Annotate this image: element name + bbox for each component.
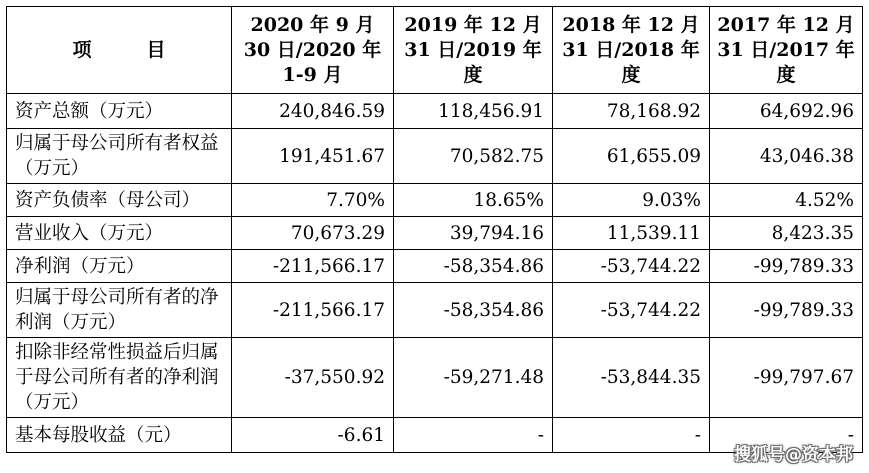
value-cell: -59,271.48 (394, 338, 553, 418)
row-label: 归属于母公司所有者权益（万元） (7, 129, 232, 184)
value-cell: 11,539.11 (553, 217, 710, 250)
value-cell: -99,789.33 (710, 283, 863, 338)
table-row (7, 283, 863, 338)
value-cell: -37,550.92 (232, 338, 394, 418)
row-label: 扣除非经常性损益后归属于母公司所有者的净利润（万元） (7, 338, 232, 418)
row-label: 基本每股收益（元） (7, 418, 232, 453)
table-row (7, 129, 863, 184)
value-cell: -211,566.17 (232, 250, 394, 283)
value-cell: 70,582.75 (394, 129, 553, 184)
value-cell: -58,354.86 (394, 250, 553, 283)
value-cell: 61,655.09 (553, 129, 710, 184)
value-cell: 64,692.96 (710, 94, 863, 129)
value-cell: 9.03% (553, 184, 710, 217)
value-cell: 4.52% (710, 184, 863, 217)
table-header-row (7, 7, 863, 94)
value-cell: - (710, 418, 863, 453)
value-cell: -211,566.17 (232, 283, 394, 338)
value-cell: 8,423.35 (710, 217, 863, 250)
header-2020: 2020 年 9 月 30 日/2020 年 1-9 月 (232, 7, 394, 94)
value-cell: 70,673.29 (232, 217, 394, 250)
value-cell: 78,168.92 (553, 94, 710, 129)
financial-table (6, 6, 863, 453)
value-cell: 118,456.91 (394, 94, 553, 129)
value-cell: - (394, 418, 553, 453)
value-cell: -99,789.33 (710, 250, 863, 283)
header-item: 项 目 (7, 7, 232, 94)
header-2017: 2017 年 12 月 31 日/2017 年度 (710, 7, 863, 94)
value-cell: -99,797.67 (710, 338, 863, 418)
table-row (7, 184, 863, 217)
row-label: 营业收入（万元） (7, 217, 232, 250)
value-cell: 191,451.67 (232, 129, 394, 184)
value-cell: -53,744.22 (553, 250, 710, 283)
value-cell: 18.65% (394, 184, 553, 217)
table-row (7, 94, 863, 129)
value-cell: 240,846.59 (232, 94, 394, 129)
table-row (7, 250, 863, 283)
header-2019: 2019 年 12 月 31 日/2019 年度 (394, 7, 553, 94)
table-row (7, 338, 863, 418)
value-cell: - (553, 418, 710, 453)
value-cell: 7.70% (232, 184, 394, 217)
value-cell: 39,794.16 (394, 217, 553, 250)
value-cell: -6.61 (232, 418, 394, 453)
header-2018: 2018 年 12 月 31 日/2018 年度 (553, 7, 710, 94)
value-cell: -53,744.22 (553, 283, 710, 338)
value-cell: -53,844.35 (553, 338, 710, 418)
row-label: 资产总额（万元） (7, 94, 232, 129)
row-label: 归属于母公司所有者的净利润（万元） (7, 283, 232, 338)
row-label: 资产负债率（母公司） (7, 184, 232, 217)
watermark: 搜狐号@资本邦 (734, 445, 853, 465)
table-row (7, 217, 863, 250)
row-label: 净利润（万元） (7, 250, 232, 283)
value-cell: 43,046.38 (710, 129, 863, 184)
value-cell: -58,354.86 (394, 283, 553, 338)
table-body (7, 94, 863, 453)
